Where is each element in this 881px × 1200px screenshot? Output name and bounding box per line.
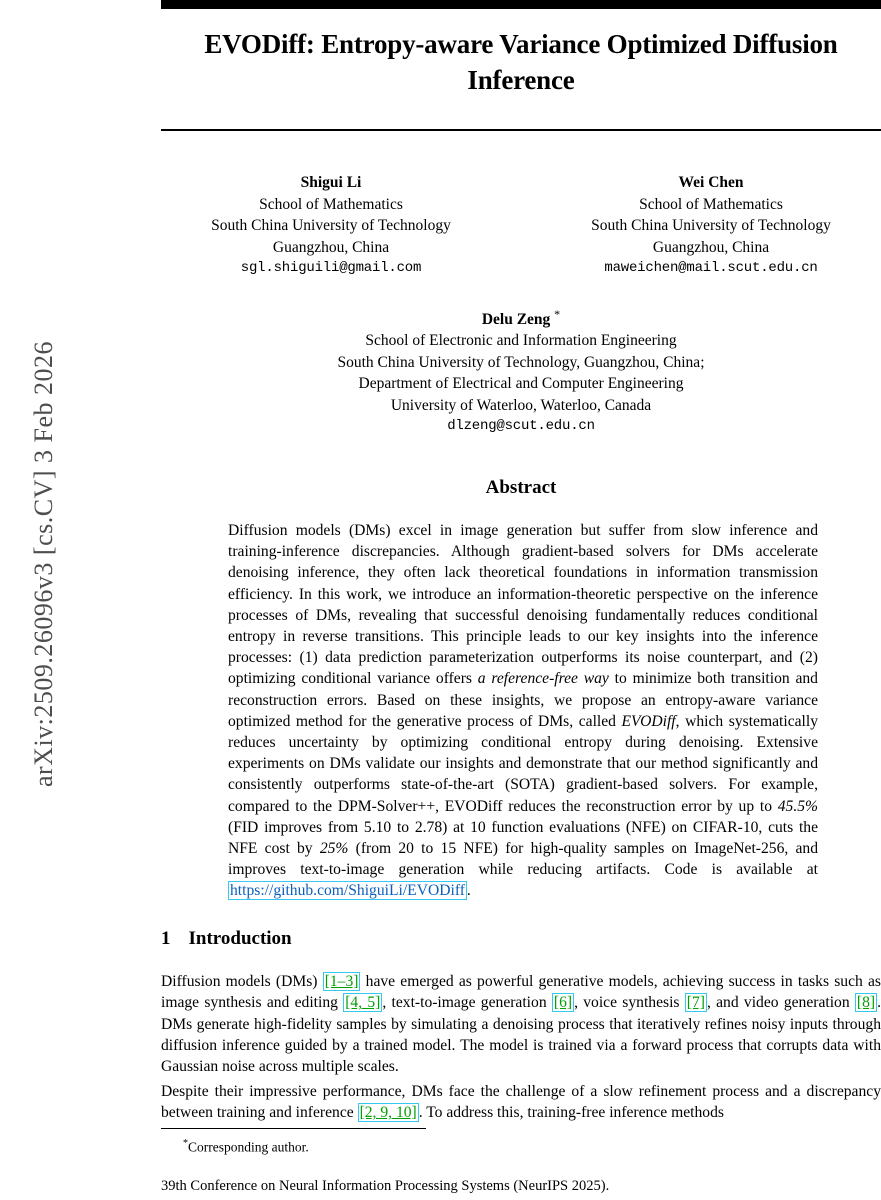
abstract-emph-1: a reference-free way xyxy=(477,670,609,688)
abstract-emph-4: 25% xyxy=(319,840,349,858)
abstract-emph-3: 45.5% xyxy=(777,797,818,815)
author-2-email: maweichen@mail.scut.edu.cn xyxy=(604,260,818,276)
corresponding-author-marker: * xyxy=(554,306,561,321)
citation-7[interactable]: [7] xyxy=(686,994,705,1012)
abstract-part-1: Diffusion models (DMs) excel in image generation but suffer from slow inference and training-inference discrepancies. Although gradient-based solvers for DMs accelerate denoising inference, they often lack theoretical foundations in information transmission efficiency. In this work, we introduce an information-theoretic perspective on the inference processes of DMs, revealing that successful denoising fundamentally reduces conditional entropy in reverse transitions. This principle leads to our key insights into the inference processes: (1) data prediction parameterization outperforms its noise counterpart, and (2) optimizing conditional variance offers xyxy=(228,522,818,688)
author-2-name: Wei Chen xyxy=(678,174,744,191)
footnote-text: Corresponding author. xyxy=(188,1139,309,1155)
paper-content xyxy=(161,0,881,1200)
author-3-affiliation-1: School of Electronic and Information Engineering xyxy=(365,332,677,350)
author-1-affiliation-2: South China University of Technology xyxy=(211,217,451,234)
intro-paragraph-2 xyxy=(161,1081,881,1124)
intro-p1-text-2: have emerged as powerful generative models, achieving success in tasks such as image synthesis and editing xyxy=(161,973,881,1012)
code-repository-link[interactable]: https://github.com/ShiguiLi/EVODiff xyxy=(230,882,465,900)
author-1 xyxy=(186,172,476,280)
venue-note: 39th Conference on Neural Information Processing Systems (NeurIPS 2025). xyxy=(161,1178,610,1194)
abstract-emph-2: EVODiff xyxy=(621,712,676,730)
author-3-affiliation-4: University of Waterloo, Waterloo, Canada xyxy=(390,396,652,414)
author-3 xyxy=(161,304,881,438)
citation-6[interactable]: [6] xyxy=(553,994,573,1012)
intro-paragraph-1 xyxy=(161,971,881,1077)
section-number: 1 xyxy=(161,928,171,949)
author-1-name: Shigui Li xyxy=(300,174,362,191)
footnote-rule xyxy=(161,1128,426,1129)
intro-p1-text-4: , voice synthesis xyxy=(574,994,685,1012)
author-3-name-text: Delu Zeng xyxy=(481,310,551,328)
footnote-marker: * xyxy=(183,1138,188,1149)
author-1-affiliation-1: School of Mathematics xyxy=(259,195,403,213)
author-3-affiliation-2: South China University of Technology, Guangzhou, China; xyxy=(337,353,705,371)
author-2-affiliation-3: Guangzhou, China xyxy=(652,238,770,256)
intro-p1-text-1: Diffusion models (DMs) xyxy=(161,973,323,990)
citation-8[interactable]: [8] xyxy=(856,994,876,1012)
author-2-affiliation-2: South China University of Technology xyxy=(591,217,831,234)
author-3-email: dlzeng@scut.edu.cn xyxy=(447,418,595,435)
author-block xyxy=(161,172,881,438)
abstract-part-3: , which systematically reduces uncertainty by optimizing conditional entropy during denoising. Extensive experiments on DMs validate our insights and demonstrate that our method significantly and consistently outperforms state-of-the-art (SOTA) gradient-based solvers. For example, compared to the DPM-Solver++, EVODiff reduces the reconstruction error by up to xyxy=(228,712,818,815)
abstract-part-6: . xyxy=(466,882,471,900)
abstract-part-4: (FID improves from 5.10 to 2.78) at 10 function evaluations (NFE) on CIFAR-10, cuts the NFE cost by xyxy=(228,818,818,858)
citation-2-9-10[interactable]: [2, 9, 10] xyxy=(359,1104,417,1122)
footnote-corresponding-author xyxy=(183,1135,873,1157)
intro-p2-text-1: Despite their impressive performance, DMs face the challenge of a slow refinement process and a discrepancy between training and inference xyxy=(161,1083,881,1122)
title-rule xyxy=(161,129,881,131)
abstract-heading: Abstract xyxy=(485,477,557,498)
intro-p1-text-3: , text-to-image generation xyxy=(382,994,552,1012)
citation-4-5[interactable]: [4, 5] xyxy=(345,994,381,1012)
arxiv-stamp: arXiv:2509.26096v3 [cs.CV] 3 Feb 2026 xyxy=(29,341,58,788)
abstract-part-5: (from 20 to 15 NFE) for high-quality samples on ImageNet-256, and improves text-to-image generation while reducing artifacts. Code is available at xyxy=(228,840,818,879)
abstract-text xyxy=(228,520,818,902)
page-title: EVODiff: Entropy-aware Variance Optimized Diffusion Inference xyxy=(204,29,838,95)
author-2-affiliation-1: School of Mathematics xyxy=(639,195,783,213)
intro-p1-text-5: , and video generation xyxy=(706,994,855,1012)
intro-p2-text-2: . To address this, training-free inference methods xyxy=(418,1104,724,1122)
author-1-affiliation-3: Guangzhou, China xyxy=(272,238,390,256)
author-1-email: sgl.shiguili@gmail.com xyxy=(240,260,422,276)
author-2 xyxy=(566,172,856,280)
author-3-name xyxy=(161,304,881,331)
citation-1-3[interactable]: [1–3] xyxy=(324,973,359,990)
intro-p1-text-6: . DMs generate high-fidelity samples by simulating a denoising process that iteratively refines noisy inputs through diffusion inference guided by a trained model. The model is trained via a forward process that corrupts data with Gaussian noise across multiple scales. xyxy=(161,994,881,1076)
abstract-part-2: to minimize both transition and reconstruction errors. Based on these insights, we propose an entropy-aware variance optimized method for the generative process of DMs, called xyxy=(228,670,818,730)
author-3-affiliation-3: Department of Electrical and Computer Engineering xyxy=(358,375,684,393)
section-heading-introduction xyxy=(161,928,881,950)
author-row xyxy=(161,172,881,280)
section-title: Introduction xyxy=(188,928,292,949)
